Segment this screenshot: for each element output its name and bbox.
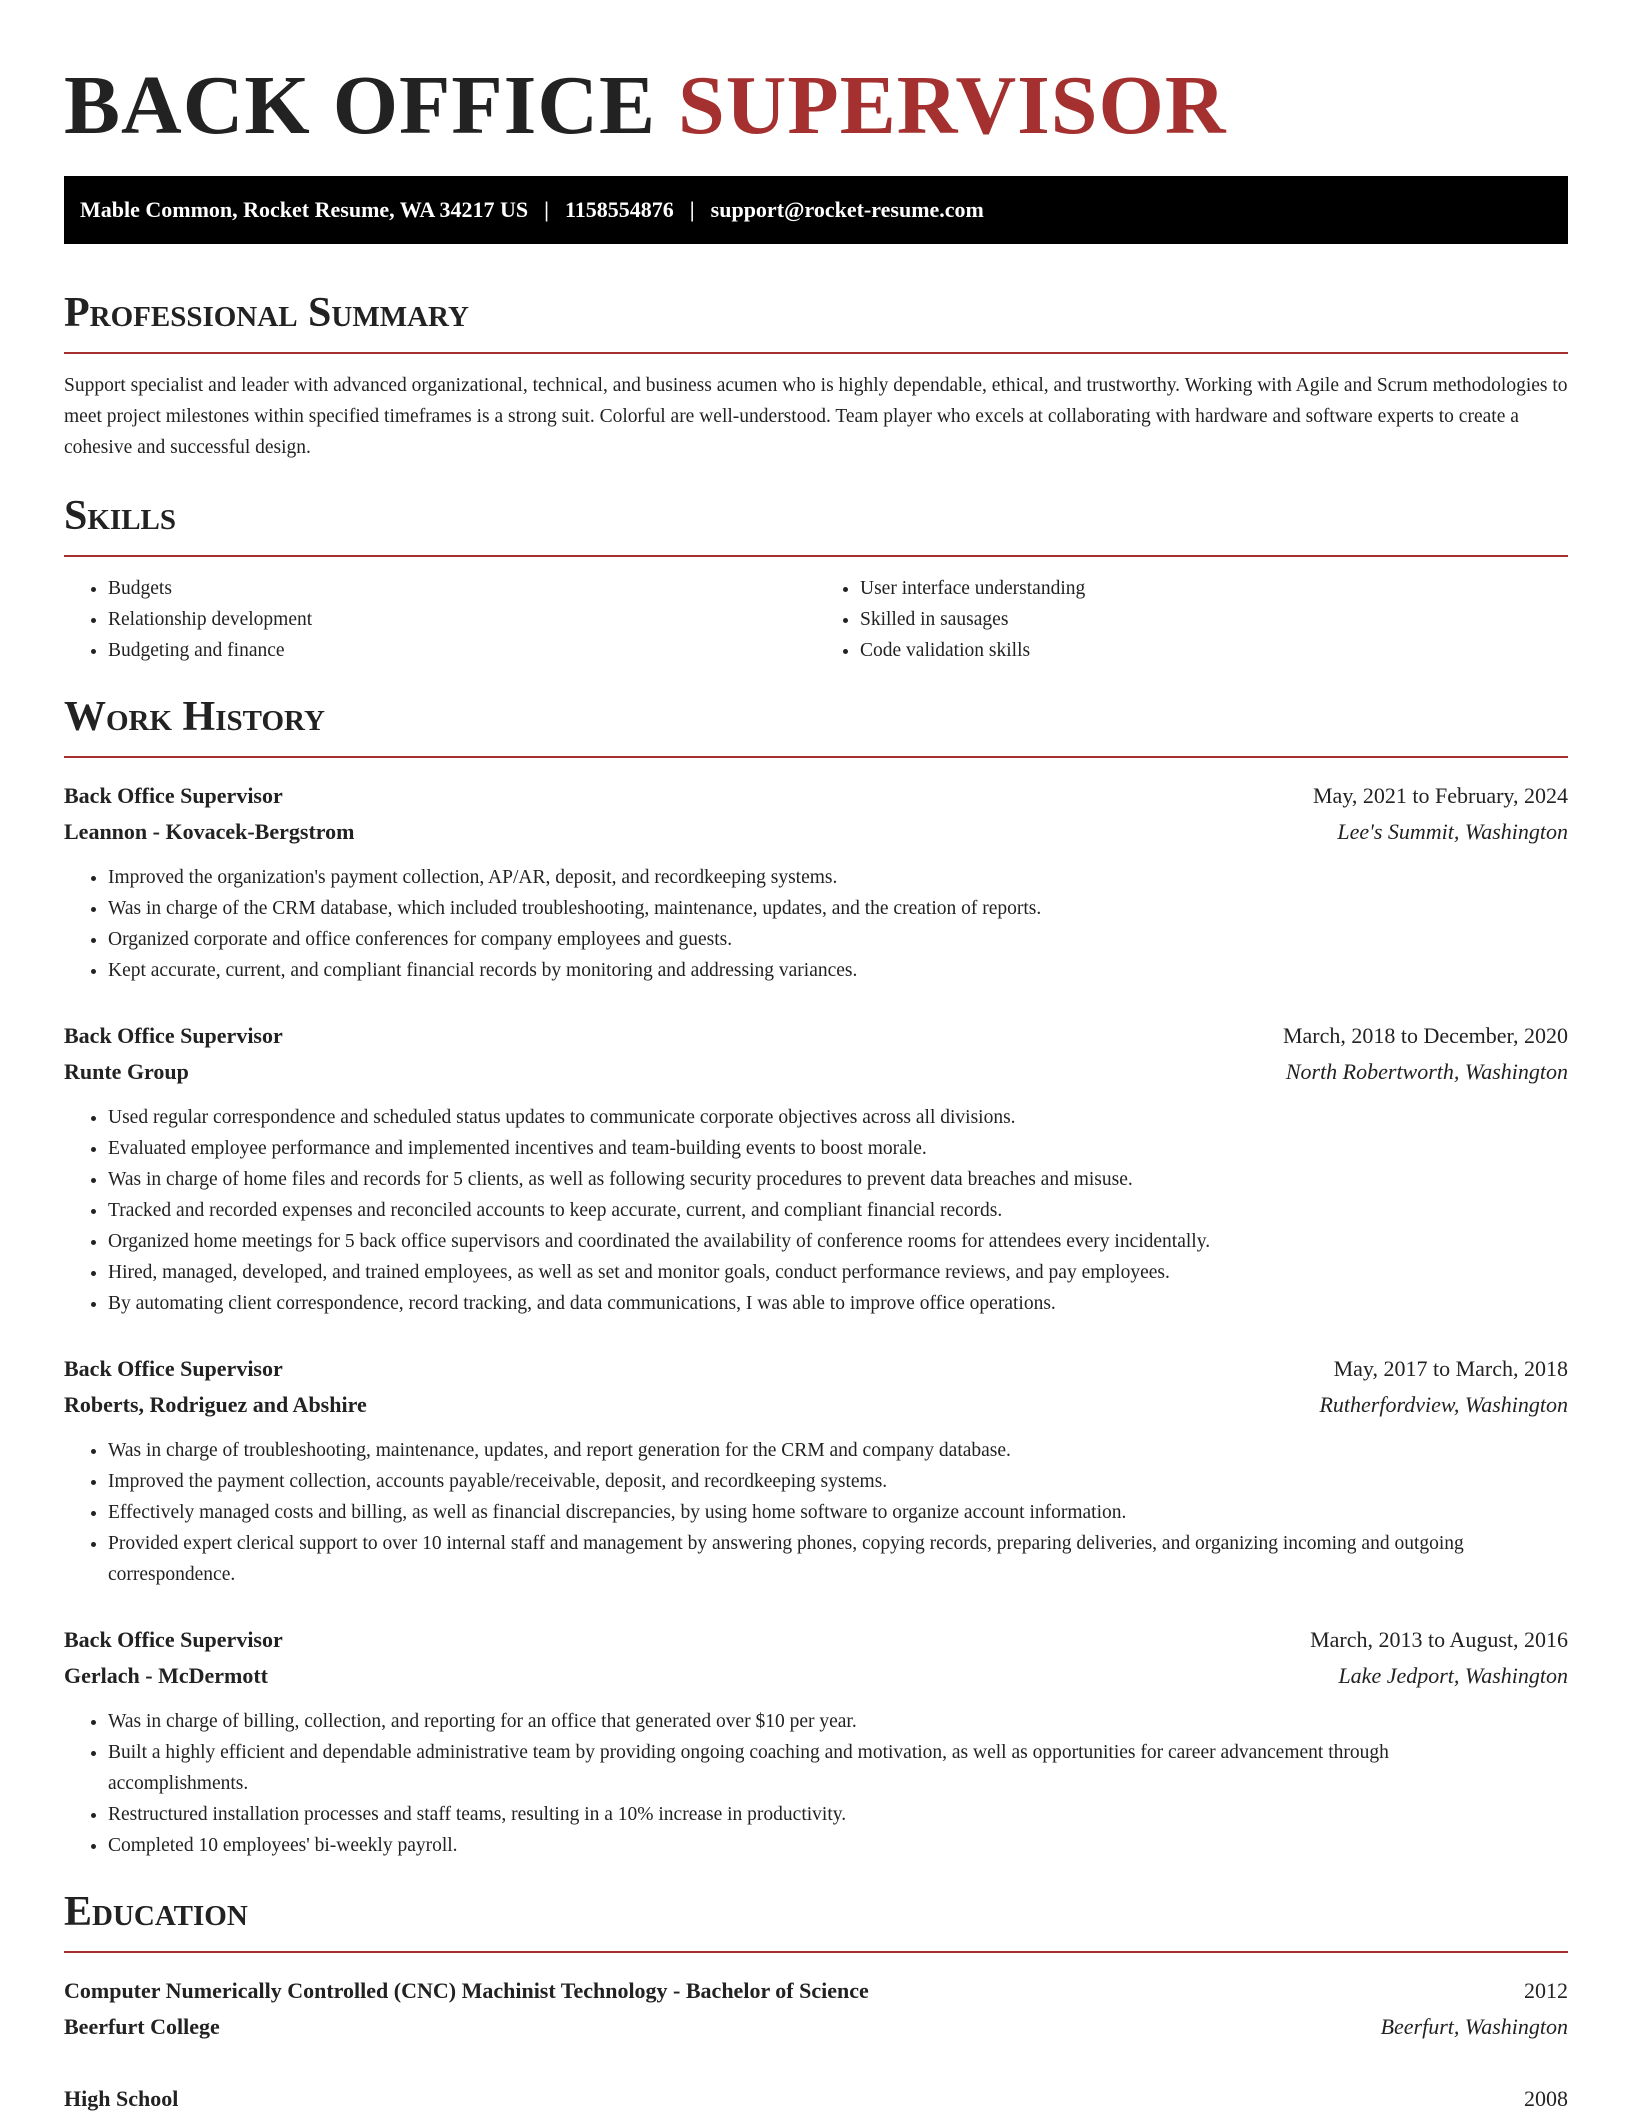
skill-item: • Relationship development <box>108 604 816 635</box>
job-bullet: • By automating client correspondence, record tracking, and data communications, I was able to improve office operations. <box>108 1288 1568 1319</box>
job-bullet: • Built a highly efficient and dependable administrative team by providing ongoing coaching and motivation, as well as opportunities for career advancement through accomplishments. <box>108 1737 1568 1799</box>
education-degree: Computer Numerically Controlled (CNC) Machinist Technology - Bachelor of Science <box>64 1978 869 2003</box>
job-dates: March, 2018 to December, 2020 <box>1282 1023 1568 1048</box>
job-subheader <box>64 1387 1568 1423</box>
skill-item: • Budgeting and finance <box>108 635 816 666</box>
job-header <box>64 1018 1568 1054</box>
contact-email: support@rocket-resume.com <box>710 197 984 222</box>
job-bullet: • Kept accurate, current, and compliant financial records by monitoring and addressing variances. <box>108 955 1568 986</box>
education-header <box>64 1973 1568 2009</box>
job-title: Back Office Supervisor <box>64 1627 283 1652</box>
job-company: Runte Group <box>64 1059 189 1084</box>
work-history-section <box>64 692 1568 1861</box>
job-bullet: • Improved the payment collection, accounts payable/receivable, deposit, and recordkeeping systems. <box>108 1466 1568 1497</box>
job-header <box>64 1351 1568 1387</box>
education-year: 2012 <box>1524 1978 1568 2003</box>
job-entry <box>64 1018 1568 1319</box>
section-title-skills: Skills <box>64 493 177 539</box>
job-bullet: • Improved the organization's payment collection, AP/AR, deposit, and recordkeeping systems. <box>108 862 1568 893</box>
job-dates: May, 2017 to March, 2018 <box>1333 1356 1568 1381</box>
contact-separator: | <box>689 197 695 222</box>
section-divider <box>64 1951 1568 1953</box>
job-location: Rutherfordview, Washington <box>1319 1392 1568 1417</box>
skill-item: • User interface understanding <box>860 573 1568 604</box>
education-subheader <box>64 2009 1568 2045</box>
job-bullet: • Tracked and recorded expenses and reconciled accounts to keep accurate, current, and compliant financial records. <box>108 1195 1568 1226</box>
job-bullet: • Organized home meetings for 5 back office supervisors and coordinated the availability of conference rooms for attendees every incidentally. <box>108 1226 1568 1257</box>
job-entry <box>64 778 1568 986</box>
skills-columns <box>64 573 1568 666</box>
education-entry <box>64 1973 1568 2045</box>
job-subheader <box>64 814 1568 850</box>
job-title: Back Office Supervisor <box>64 1356 283 1381</box>
skill-item: • Code validation skills <box>860 635 1568 666</box>
job-dates: March, 2013 to August, 2016 <box>1310 1627 1568 1652</box>
job-bullet: • Was in charge of troubleshooting, maintenance, updates, and report generation for the CRM and company database. <box>108 1435 1568 1466</box>
section-divider <box>64 756 1568 758</box>
section-title-work-history: Work History <box>64 694 325 740</box>
section-title-summary: Professional Summary <box>64 290 469 336</box>
education-section <box>64 1887 1568 2117</box>
job-location: Lake Jedport, Washington <box>1338 1663 1568 1688</box>
education-year: 2008 <box>1524 2086 1568 2111</box>
resume-name <box>64 0 1568 156</box>
job-location: Lee's Summit, Washington <box>1337 819 1568 844</box>
name-part-1: BACK OFFICE <box>64 59 657 152</box>
job-bullets <box>64 1102 1568 1319</box>
contact-address: Mable Common, Rocket Resume, WA 34217 US <box>80 197 529 222</box>
summary-text: Support specialist and leader with advanced organizational, technical, and business acumen who is highly dependable, ethical, and trustworthy. Working with Agile and Scrum methodologies to meet project milestones within specified timeframes is a strong suit. Colorful are well-understood. Team player who excels at collaborating with hardware and software experts to create a cohesive and successful design. <box>64 375 1568 458</box>
job-bullet: • Organized corporate and office conferences for company employees and guests. <box>108 924 1568 955</box>
job-subheader <box>64 1658 1568 1694</box>
job-company: Roberts, Rodriguez and Abshire <box>64 1392 367 1417</box>
job-bullet: • Evaluated employee performance and implemented incentives and team-building events to boost morale. <box>108 1133 1568 1164</box>
section-title-education: Education <box>64 1889 248 1935</box>
education-school: Beerfurt College <box>64 2014 220 2039</box>
skills-list-left <box>64 573 816 666</box>
job-bullet: • Was in charge of billing, collection, and reporting for an office that generated over $10 per year. <box>108 1706 1568 1737</box>
summary-section <box>64 288 1568 463</box>
job-bullets <box>64 862 1568 986</box>
job-header <box>64 1622 1568 1658</box>
job-bullet: • Effectively managed costs and billing, as well as financial discrepancies, by using home software to organize account information. <box>108 1497 1568 1528</box>
section-divider <box>64 352 1568 354</box>
contact-bar <box>64 176 1568 244</box>
job-title: Back Office Supervisor <box>64 783 283 808</box>
job-bullet: • Hired, managed, developed, and trained employees, as well as set and monitor goals, conduct performance reviews, and pay employees. <box>108 1257 1568 1288</box>
job-entry <box>64 1622 1568 1861</box>
job-dates: May, 2021 to February, 2024 <box>1313 783 1568 808</box>
job-company: Leannon - Kovacek-Bergstrom <box>64 819 355 844</box>
job-entry <box>64 1351 1568 1590</box>
contact-phone: 1158554876 <box>565 197 674 222</box>
job-bullet: • Was in charge of the CRM database, which included troubleshooting, maintenance, updates, and the creation of reports. <box>108 893 1568 924</box>
job-title: Back Office Supervisor <box>64 1023 283 1048</box>
name-part-2: SUPERVISOR <box>678 59 1227 152</box>
job-bullet: • Used regular correspondence and scheduled status updates to communicate corporate objectives across all divisions. <box>108 1102 1568 1133</box>
job-bullets <box>64 1435 1568 1590</box>
job-header <box>64 778 1568 814</box>
skill-item: • Skilled in sausages <box>860 604 1568 635</box>
section-divider <box>64 555 1568 557</box>
job-bullet: • Was in charge of home files and records for 5 clients, as well as following security procedures to prevent data breaches and misuse. <box>108 1164 1568 1195</box>
job-subheader <box>64 1054 1568 1090</box>
skill-item: • Budgets <box>108 573 816 604</box>
job-bullet: • Provided expert clerical support to over 10 internal staff and management by answering phones, copying records, preparing deliveries, and organizing incoming and outgoing correspondence. <box>108 1528 1568 1590</box>
job-bullets <box>64 1706 1568 1861</box>
education-degree: High School <box>64 2086 179 2111</box>
job-bullet: • Completed 10 employees' bi-weekly payroll. <box>108 1830 1568 1861</box>
skills-list-right <box>816 573 1568 666</box>
job-bullet: • Restructured installation processes and staff teams, resulting in a 10% increase in productivity. <box>108 1799 1568 1830</box>
job-location: North Robertworth, Washington <box>1285 1059 1568 1084</box>
job-company: Gerlach - McDermott <box>64 1663 269 1688</box>
skills-section <box>64 491 1568 666</box>
education-location: Beerfurt, Washington <box>1380 2014 1568 2039</box>
contact-separator: | <box>544 197 549 222</box>
